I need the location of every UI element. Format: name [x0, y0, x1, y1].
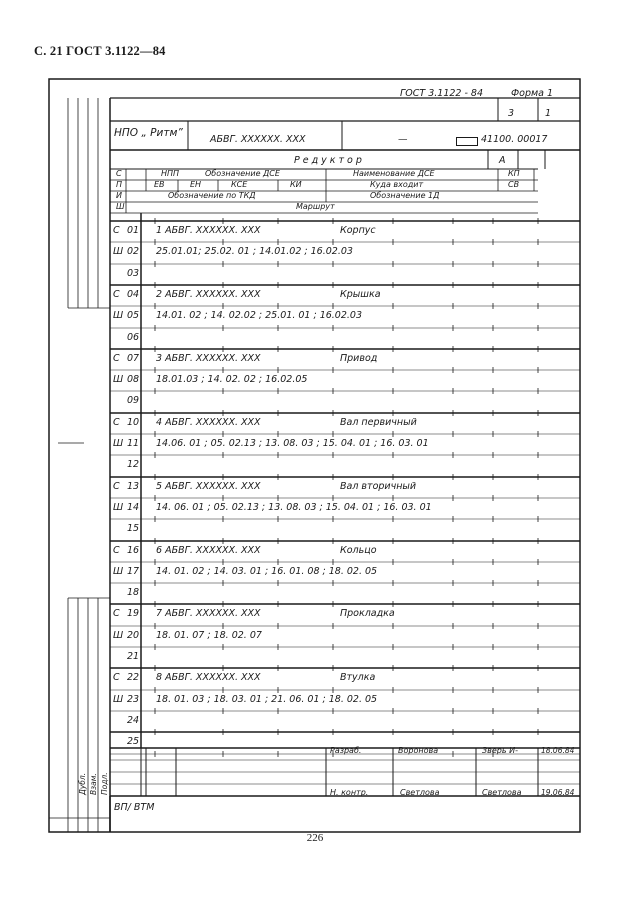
row-text: 14. 06. 01 ; 05. 02.13 ; 13. 08. 03 ; 15. 04. 01 ; 16. 03. 01: [156, 502, 432, 513]
row-text: 2 АБВГ. ХХХХХХ. ХХХ: [156, 289, 261, 300]
code-box: [456, 137, 478, 146]
row-number: 09: [127, 395, 140, 406]
row-code: С: [113, 353, 120, 364]
form-label: Форма 1: [511, 88, 554, 99]
hdr-sv: СВ: [508, 180, 520, 189]
row-number: 22: [127, 672, 140, 683]
row-number: 18: [127, 587, 140, 598]
row-number: 01: [127, 225, 140, 236]
row-name: Привод: [340, 353, 378, 364]
row-number: 05: [127, 310, 140, 321]
hdr-oboz: Обозначение ДСЕ: [205, 169, 280, 178]
row-number: 14: [127, 502, 140, 513]
row-number: 20: [127, 630, 140, 641]
dash: —: [398, 134, 408, 145]
hdr-ki: КИ: [290, 180, 302, 189]
hdr-kuda: Куда входит: [370, 180, 424, 189]
row-number: 11: [127, 438, 140, 449]
row-code: Ш: [113, 566, 124, 577]
row-text: 18. 01. 03 ; 18. 03. 01 ; 21. 06. 01 ; 18. 02. 05: [156, 694, 378, 705]
sig-date-2: 19.06.84: [541, 788, 575, 797]
hdr-p-code: П: [116, 180, 123, 189]
hdr-i-code: И: [116, 191, 122, 200]
page-header: С. 21 ГОСТ 3.1122—84: [34, 44, 166, 58]
hdr-marshrut: Маршрут: [296, 202, 335, 211]
row-code: Ш: [113, 310, 124, 321]
row-code: Ш: [113, 438, 124, 449]
row-name: Кольцо: [340, 545, 377, 556]
row-text: 18. 01. 07 ; 18. 02. 07: [156, 630, 262, 641]
row-name: Вал вторичный: [340, 481, 417, 492]
row-number: 03: [127, 268, 140, 279]
row-number: 10: [127, 417, 140, 428]
sig-name-1: Воронова: [398, 746, 439, 755]
side-label-dubl: Дубл.: [78, 772, 87, 795]
product-title: Редуктор: [294, 155, 365, 166]
row-text: 14.01. 02 ; 14. 02.02 ; 25.01. 01 ; 16.02.03: [156, 310, 362, 321]
row-code: С: [113, 417, 120, 428]
row-number: 06: [127, 332, 140, 343]
row-name: Вал первичный: [340, 417, 417, 428]
row-text: 14. 01. 02 ; 14. 03. 01 ; 16. 01. 08 ; 18. 02. 05: [156, 566, 378, 577]
document-code: 41100. 00017: [481, 134, 548, 145]
row-text: 6 АБВГ. ХХХХХХ. ХХХ: [156, 545, 261, 556]
row-number: 08: [127, 374, 140, 385]
row-name: Корпус: [340, 225, 376, 236]
hdr-oboz-tkd: Обозначение по ТКД: [168, 191, 256, 200]
hdr-ev: ЕВ: [154, 180, 165, 189]
side-label-vzam: Взам.: [89, 773, 98, 795]
row-name: Втулка: [340, 672, 376, 683]
row-text: 4 АБВГ. ХХХХХХ. ХХХ: [156, 417, 261, 428]
row-number: 17: [127, 566, 140, 577]
row-code: С: [113, 481, 120, 492]
hdr-sh-code: Ш: [116, 202, 125, 211]
row-code: С: [113, 289, 120, 300]
row-number: 21: [127, 651, 140, 662]
hdr-kse: КСЕ: [231, 180, 248, 189]
hdr-npp: НПП: [161, 169, 180, 178]
sig-role-1: Разраб.: [330, 746, 362, 755]
standard-label: ГОСТ 3.1122 - 84: [400, 88, 484, 99]
row-number: 15: [127, 523, 140, 534]
row-number: 23: [127, 694, 140, 705]
hdr-naim: Наименование ДСЕ: [353, 169, 435, 178]
row-text: 3 АБВГ. ХХХХХХ. ХХХ: [156, 353, 261, 364]
row-number: 25: [127, 736, 140, 747]
row-code: С: [113, 545, 120, 556]
row-text: 5 АБВГ. ХХХХХХ. ХХХ: [156, 481, 261, 492]
document-designation: АБВГ. ХХХХХХ. ХХХ: [210, 134, 306, 145]
sheet-total: 3: [508, 108, 515, 119]
sig-date-1: 18.06.84: [541, 746, 575, 755]
hdr-c-code: С: [116, 169, 122, 178]
side-label-podl: Подл.: [100, 772, 109, 795]
row-text: 25.01.01; 25.02. 01 ; 14.01.02 ; 16.02.03: [156, 246, 353, 257]
row-code: Ш: [113, 630, 124, 641]
row-number: 13: [127, 481, 140, 492]
hdr-oboz-1d: Обозначение 1Д: [370, 191, 440, 200]
organization: НПО „ Ритм”: [114, 127, 183, 139]
sig-name-2: Светлова: [400, 788, 440, 797]
row-name: Прокладка: [340, 608, 395, 619]
hdr-en: ЕН: [190, 180, 202, 189]
route-card-form: [48, 78, 581, 833]
page-number: 226: [306, 832, 324, 844]
row-code: Ш: [113, 502, 124, 513]
row-number: 24: [127, 715, 140, 726]
row-text: 14.06. 01 ; 05. 02.13 ; 13. 08. 03 ; 15. 04. 01 ; 16. 03. 01: [156, 438, 429, 449]
sig-role-2: Н. контр.: [330, 788, 369, 797]
row-code: С: [113, 225, 120, 236]
row-code: С: [113, 608, 120, 619]
sheet-number: 1: [545, 108, 552, 119]
row-number: 19: [127, 608, 140, 619]
row-code: Ш: [113, 694, 124, 705]
row-number: 07: [127, 353, 140, 364]
row-text: 7 АБВГ. ХХХХХХ. ХХХ: [156, 608, 261, 619]
row-text: 18.01.03 ; 14. 02. 02 ; 16.02.05: [156, 374, 308, 385]
row-code: Ш: [113, 246, 124, 257]
row-name: Крышка: [340, 289, 381, 300]
row-number: 02: [127, 246, 140, 257]
row-text: 1 АБВГ. ХХХХХХ. ХХХ: [156, 225, 261, 236]
letter: А: [499, 155, 506, 166]
row-text: 8 АБВГ. ХХХХХХ. ХХХ: [156, 672, 261, 683]
row-number: 16: [127, 545, 140, 556]
hdr-kp: КП: [508, 169, 520, 178]
row-code: С: [113, 672, 120, 683]
row-number: 12: [127, 459, 140, 470]
row-number: 04: [127, 289, 140, 300]
sig-sign-1: Зверь И-: [482, 746, 518, 755]
footer-label: ВП/ ВТМ: [114, 802, 155, 813]
row-code: Ш: [113, 374, 124, 385]
sig-sign-2: Светлова: [482, 788, 522, 797]
